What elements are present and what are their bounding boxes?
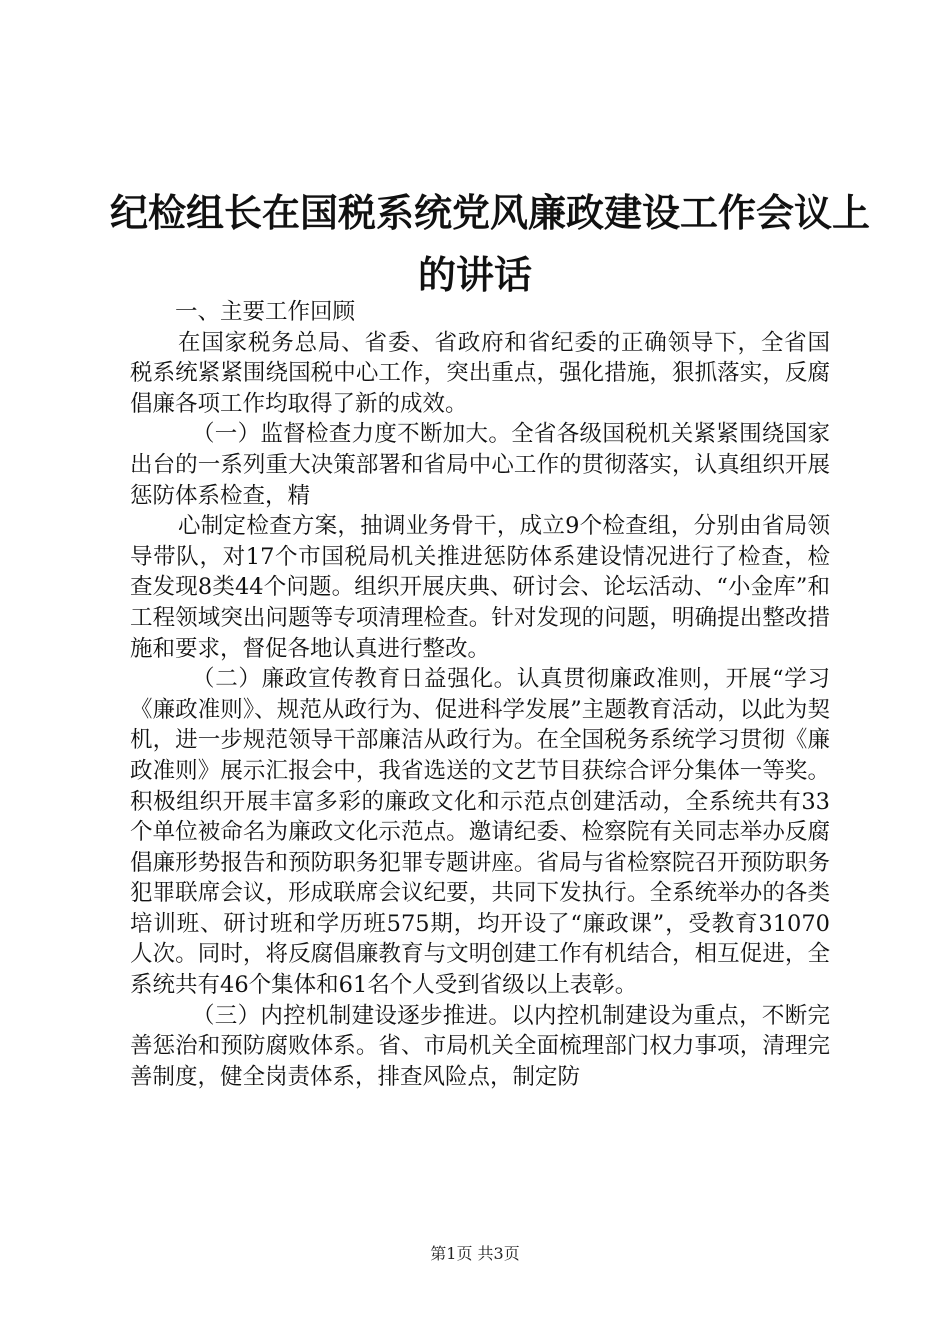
paragraph-subsection-3: （三）内控机制建设逐步推进。以内控机制建设为重点，不断完善惩治和预防腐败体系。省、市局机关全面梳理部门权力事项，清理完善制度，健全岗责体系，排查风险点，制定防 <box>130 1002 830 1090</box>
title-line-2: 的讲话 <box>417 253 532 297</box>
document-title <box>110 182 871 306</box>
title-line-1: 纪检组长在国税系统党风廉政建设工作会议上 <box>110 191 871 235</box>
paragraph-subsection-1: （一）监督检查力度不断加大。全省各级国税机关紧紧围绕国家出台的一系列重大决策部署和省局中心工作的贯彻落实，认真组织开展惩防体系检查，精 <box>130 421 830 509</box>
page-number-footer: 第1页 共3页 <box>430 1244 520 1263</box>
document-body <box>130 297 830 1092</box>
section-heading: 一、主要工作回顾 <box>175 299 356 325</box>
paragraph-subsection-2: （二）廉政宣传教育日益强化。认真贯彻廉政准则，开展“学习《廉政准则》、规范从政行为、促进科学发展”主题教育活动，以此为契机，进一步规范领导干部廉洁从政行为。在全国税务系统学习贯彻《廉政准则》展示汇报会中，我省选送的文艺节目获综合评分集体一等奖。积极组织开展丰富多彩的廉政文化和示范点创建活动，全系统共有33个单位被命名为廉政文化示范点。邀请纪委、检察院有关同志举办反腐倡廉形势报告和预防职务犯罪专题讲座。省局与省检察院召开预防职务犯罪联席会议，形成联席会议纪要，共同下发执行。全系统举办的各类培训班、研讨班和学历班575期，均开设了“廉政课”，受教育31070人次。同时，将反腐倡廉教育与文明创建工作有机结合，相互促进，全系统共有46个集体和61名个人受到省级以上表彰。 <box>130 666 830 999</box>
paragraph-intro: 在国家税务总局、省委、省政府和省纪委的正确领导下，全省国税系统紧紧围绕国税中心工作，突出重点，强化措施，狠抓落实，反腐倡廉各项工作均取得了新的成效。 <box>130 329 830 417</box>
paragraph-continuation: 心制定检查方案，抽调业务骨干，成立9个检查组，分别由省局领导带队，对17个市国税局机关推进惩防体系建设情况进行了检查，检查发现8类44个问题。组织开展庆典、研讨会、论坛活动、“小金库”和工程领域突出问题等专项清理检查。针对发现的问题，明确提出整改措施和要求，督促各地认真进行整改。 <box>130 513 830 662</box>
